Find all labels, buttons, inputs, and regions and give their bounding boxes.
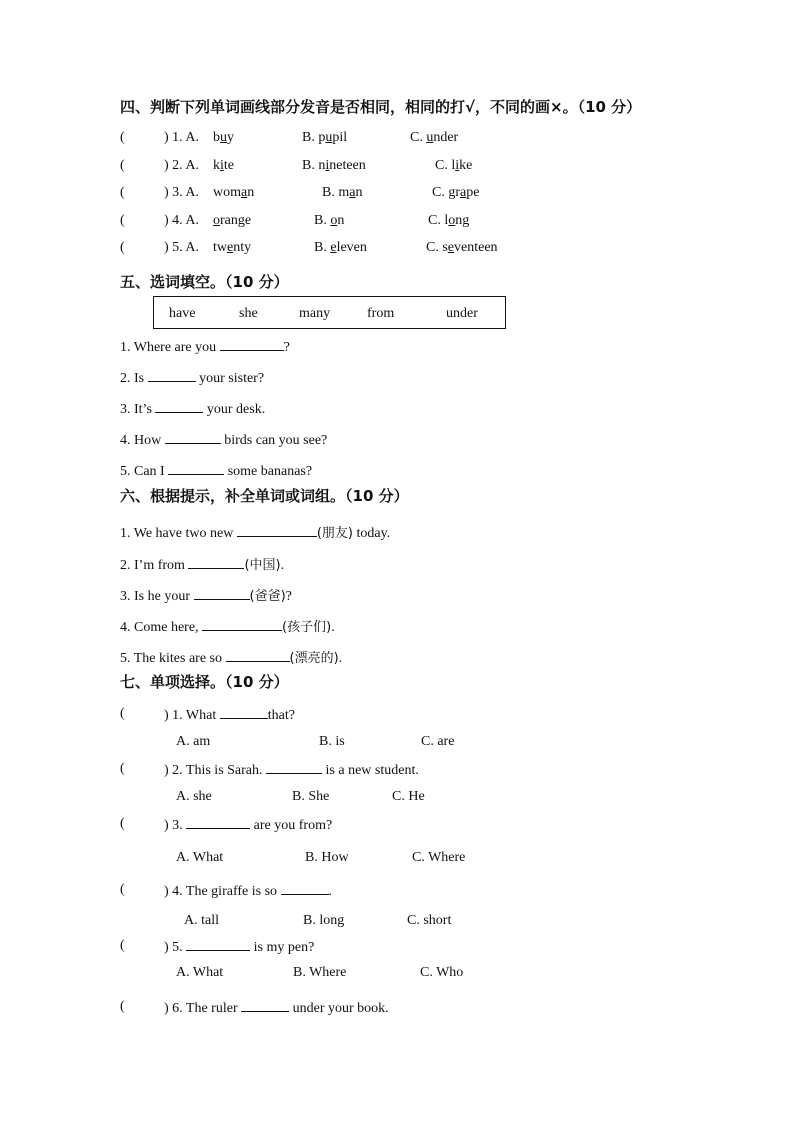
option-b-word: B. man — [322, 185, 363, 200]
mc-option[interactable]: C. Where — [412, 850, 466, 865]
option-b-word: B. nineteen — [302, 158, 366, 173]
mc-question: ) 2. This is Sarah. is a new student. — [164, 760, 419, 780]
word-bank-word: she — [239, 306, 258, 321]
hint-item: 5. The kites are so (漂亮的). — [120, 648, 342, 668]
option-c-word: C. seventeen — [426, 240, 498, 255]
mc-option[interactable]: B. Where — [293, 965, 347, 980]
answer-blank[interactable] — [220, 705, 268, 719]
hint-item: 1. We have two new (朋友) today. — [120, 523, 390, 543]
item-number: ) 3. A. — [164, 185, 199, 200]
answer-paren: ( — [120, 882, 125, 897]
mc-option[interactable]: C. short — [407, 913, 452, 928]
option-a-word: kite — [213, 158, 234, 173]
answer-paren: ( — [120, 240, 125, 255]
item-number: ) 1. A. — [164, 130, 199, 145]
mc-option[interactable]: B. She — [292, 789, 330, 804]
answer-paren: ( — [120, 938, 125, 953]
mc-option[interactable]: B. How — [305, 850, 349, 865]
section-5-title: 五、选词填空。（10 分） — [120, 273, 289, 291]
answer-blank[interactable] — [186, 937, 250, 951]
mc-option[interactable]: C. He — [392, 789, 425, 804]
answer-blank[interactable] — [155, 399, 203, 413]
answer-blank[interactable] — [202, 617, 282, 631]
option-a-word: woman — [213, 185, 255, 200]
option-c-word: C. long — [428, 213, 470, 228]
answer-paren: ( — [120, 130, 125, 145]
mc-option[interactable]: A. What — [176, 965, 224, 980]
answer-blank[interactable] — [194, 586, 250, 600]
answer-blank[interactable] — [281, 881, 329, 895]
answer-blank[interactable] — [188, 555, 244, 569]
mc-option[interactable]: C. Who — [420, 965, 464, 980]
hint-item: 2. I’m from (中国). — [120, 555, 284, 575]
answer-blank[interactable] — [220, 337, 284, 351]
fill-item: 3. It’s your desk. — [120, 399, 265, 419]
mc-option[interactable]: A. am — [176, 734, 211, 749]
option-c-word: C. under — [410, 130, 459, 145]
section-4-title: 四、判断下列单词画线部分发音是否相同，相同的打√，不同的画×。（10 分） — [120, 98, 642, 116]
answer-blank[interactable] — [165, 430, 221, 444]
fill-item: 4. How birds can you see? — [120, 430, 327, 450]
answer-paren: ( — [120, 761, 125, 776]
answer-paren: ( — [120, 185, 125, 200]
mc-option[interactable]: A. tall — [184, 913, 219, 928]
mc-option[interactable]: C. are — [421, 734, 455, 749]
answer-paren: ( — [120, 158, 125, 173]
mc-question: ) 5. is my pen? — [164, 937, 314, 957]
answer-blank[interactable] — [237, 523, 317, 537]
mc-option[interactable]: B. is — [319, 734, 345, 749]
fill-item: 2. Is your sister? — [120, 368, 264, 388]
option-c-word: C. grape — [432, 185, 480, 200]
answer-blank[interactable] — [226, 648, 290, 662]
answer-paren: ( — [120, 816, 125, 831]
word-bank-word: have — [169, 306, 196, 321]
answer-blank[interactable] — [266, 760, 322, 774]
item-number: ) 5. A. — [164, 240, 199, 255]
section-6-title: 六、根据提示，补全单词或词组。（10 分） — [120, 487, 409, 505]
mc-question: ) 6. The ruler under your book. — [164, 998, 389, 1018]
word-bank-word: many — [299, 306, 331, 321]
word-bank-word: under — [446, 306, 478, 321]
option-a-word: buy — [213, 130, 234, 145]
item-number: ) 4. A. — [164, 213, 199, 228]
option-c-word: C. like — [435, 158, 473, 173]
mc-option[interactable]: A. she — [176, 789, 212, 804]
answer-paren: ( — [120, 213, 125, 228]
mc-question: ) 3. are you from? — [164, 815, 332, 835]
option-b-word: B. on — [314, 213, 345, 228]
hint-item: 3. Is he your (爸爸)? — [120, 586, 292, 606]
hint-item: 4. Come here, (孩子们). — [120, 617, 335, 637]
answer-blank[interactable] — [168, 461, 224, 475]
mc-option[interactable]: A. What — [176, 850, 224, 865]
answer-blank[interactable] — [241, 998, 289, 1012]
item-number: ) 2. A. — [164, 158, 199, 173]
fill-item: 5. Can I some bananas? — [120, 461, 312, 481]
answer-paren: ( — [120, 999, 125, 1014]
mc-option[interactable]: B. long — [303, 913, 345, 928]
section-7-title: 七、单项选择。（10 分） — [120, 673, 289, 691]
option-b-word: B. pupil — [302, 130, 348, 145]
mc-question: ) 4. The giraffe is so . — [164, 881, 332, 901]
option-a-word: orange — [213, 213, 252, 228]
answer-blank[interactable] — [186, 815, 250, 829]
option-b-word: B. eleven — [314, 240, 367, 255]
answer-paren: ( — [120, 706, 125, 721]
mc-question: ) 1. What that? — [164, 705, 295, 725]
option-a-word: twenty — [213, 240, 252, 255]
fill-item: 1. Where are you ? — [120, 337, 290, 357]
answer-blank[interactable] — [148, 368, 196, 382]
word-bank-word: from — [367, 306, 395, 321]
